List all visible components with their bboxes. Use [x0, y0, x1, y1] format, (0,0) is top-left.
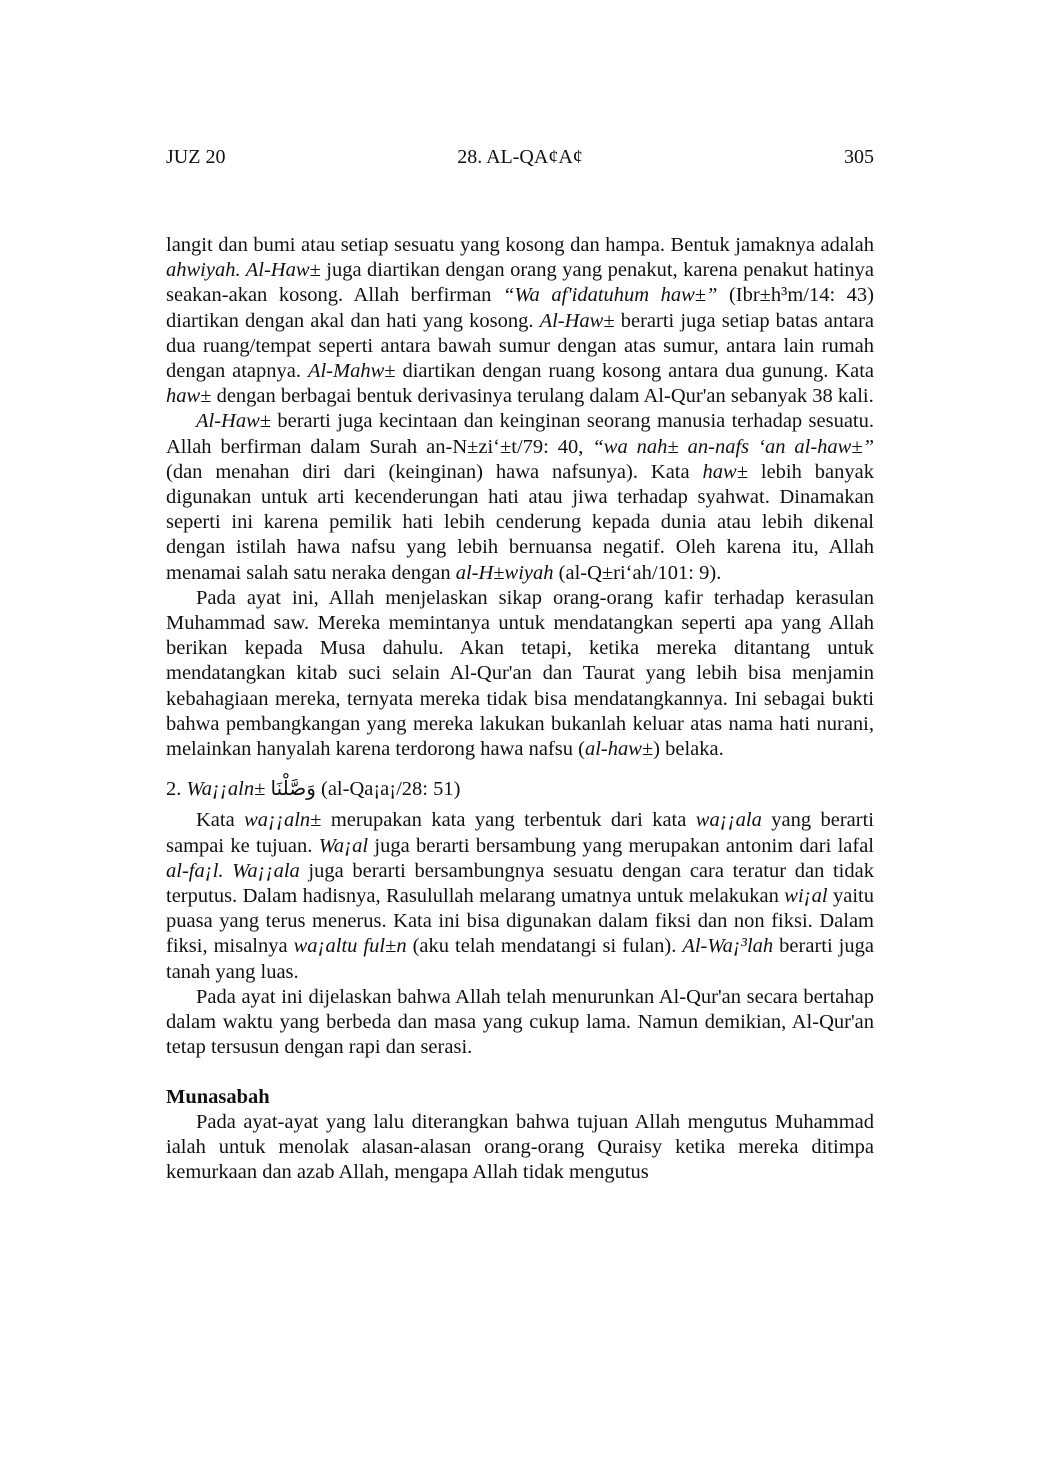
p4-text-o: berarti juga tanah yang luas.: [166, 935, 874, 983]
p1-quote-d: “Wa af'idatuhum haw±”: [502, 284, 718, 307]
section-heading-munasabah: Munasabah: [166, 1085, 270, 1108]
p4-text-c: merupakan kata yang terbentuk dari kata: [321, 809, 696, 832]
paragraph-2: [166, 409, 874, 585]
p4-term-f: Wa¡al: [318, 834, 369, 857]
chapter-title: 28. AL-QA¢A¢: [457, 146, 583, 168]
p2-term-e: haw±: [702, 460, 748, 483]
p4-text-m: (aku telah mendatangi si fulan).: [406, 935, 683, 958]
item-reference: (al-Qa¡a¡/28: 51): [321, 778, 461, 801]
p1-term-f: Al-Haw±: [539, 309, 615, 332]
p2-text-f: lebih banyak digunakan untuk arti kecenderungan hati atau jiwa terhadap syahwat. Dinamakan seperti ini karena pemilik hati lebih cenderung kepada dunia atau lebih dikenal dengan istilah hawa nafsu yang lebih bernuansa negatif. Oleh karena itu, Allah menamai salah satu neraka dengan: [166, 460, 874, 584]
p1-term-h: Al-Mahw±: [307, 360, 396, 383]
paragraph-1: [166, 233, 874, 409]
p4-text-a: Kata: [196, 809, 245, 832]
item-term: Wa¡¡aln±: [186, 778, 266, 801]
p2-term-g: al-H±wiyah: [455, 561, 554, 584]
arabic-word: وَصَّلْنَا: [270, 776, 316, 801]
p1-text-g: berarti juga setiap batas antara dua ruang/tempat seperti antara bawah sumur dengan atas sumur, antara lain rumah dengan atapnya.: [166, 309, 874, 383]
p4-text-e: yang berarti sampai ke tujuan.: [166, 809, 874, 857]
paragraph-4: [166, 808, 874, 984]
p4-term-l: wa¡altu ful±n: [293, 935, 407, 958]
page-header: [166, 146, 874, 176]
p4-term-n: Al-Wa¡³lah: [682, 935, 774, 958]
p4-text-k: yaitu puasa yang terus menerus. Kata ini bisa digunakan dalam fiksi dan non fiksi. Dalam fiksi, misalnya: [166, 885, 874, 958]
page-body: [166, 233, 874, 1185]
p2-text-d: (dan menahan diri dari (keinginan) hawa nafsunya). Kata: [166, 460, 703, 483]
p1-text-k: dengan berbagai bentuk derivasinya terulang dalam Al-Qur'an sebanyak 38 kali.: [211, 385, 874, 408]
p4-term-d: wa¡¡ala: [695, 809, 762, 832]
p4-term-b: wa¡¡aln±: [244, 809, 322, 832]
item-number: 2.: [166, 778, 187, 801]
p4-term-j: wi¡al: [784, 885, 828, 908]
juz-label: JUZ 20: [166, 146, 226, 168]
p2-text-h: (al-Q±ri‘ah/101: 9).: [553, 561, 722, 584]
p1-text-a: langit dan bumi atau setiap sesuatu yang kosong dan hampa. Bentuk jamaknya adalah: [166, 234, 874, 256]
vocab-item-2: [166, 776, 874, 802]
page-number: 305: [844, 146, 874, 168]
paragraph-5: Pada ayat ini dijelaskan bahwa Allah telah menurunkan Al-Qur'an secara bertahap dalam waktu yang berbeda dan masa yang cukup lama. Namun demikian, Al-Qur'an tetap tersusun dengan rapi dan serasi.: [166, 985, 874, 1059]
p1-text-c: juga diartikan dengan orang yang penakut, karena penakut hatinya seakan-akan kosong. Allah berfirman: [166, 259, 874, 307]
p3-term-b: al-haw±: [584, 738, 654, 761]
p1-term-b: ahwiyah. Al-Haw±: [166, 259, 321, 282]
p2-quote-c: “wa nah± an-nafs ‘an al-haw±”: [592, 435, 875, 458]
p2-term-a: Al-Haw±: [196, 410, 272, 433]
p2-text-b: berarti juga kecintaan dan keinginan seorang manusia terhadap sesuatu. Allah berfirman dalam Surah an-N±zi‘±t/79: 40,: [166, 410, 874, 458]
paragraph-munasabah: Pada ayat-ayat yang lalu diterangkan bahwa tujuan Allah mengutus Muhammad ialah untuk menolak alasan-alasan orang-orang Quraisy ketika mereka ditimpa kemurkaan dan azab Allah, mengapa Allah tidak mengutus: [166, 1110, 874, 1184]
p3-text-c: ) belaka.: [653, 738, 724, 761]
p4-text-i: juga berarti bersambungnya sesuatu dengan cara teratur dan tidak terputus. Dalam hadisnya, Rasulullah melarang umatnya untuk melakukan: [166, 859, 874, 908]
p4-term-h: al-fa¡l. Wa¡¡ala: [166, 859, 300, 882]
p1-text-i: diartikan dengan ruang kosong antara dua gunung. Kata: [395, 360, 874, 383]
paragraph-3: [166, 586, 874, 762]
p4-text-g: juga berarti bersambung yang merupakan antonim dari lafal: [368, 834, 875, 857]
p1-term-j: haw±: [166, 385, 212, 408]
p1-text-e: (Ibr±h³m/14: 43) diartikan dengan akal dan hati yang kosong.: [166, 284, 875, 332]
p3-text-a: Pada ayat ini, Allah menjelaskan sikap orang-orang kafir terhadap kerasulan Muhammad saw. Mereka memintanya untuk mendatangkan seperti apa yang Allah berikan kepada Musa dahulu. Akan tetapi, ketika mereka ditantang untuk mendatangkan kitab suci selain Al-Qur'an dan Taurat yang lebih bisa menjamin kebahagiaan mereka, ternyata mereka tidak bisa mendatangkannya. Ini sebagai bukti bahwa pembangkangan yang mereka lakukan bukanlah keluar atas nama hati nurani, melainkan hanyalah karena terdorong hawa nafsu (: [166, 586, 874, 761]
